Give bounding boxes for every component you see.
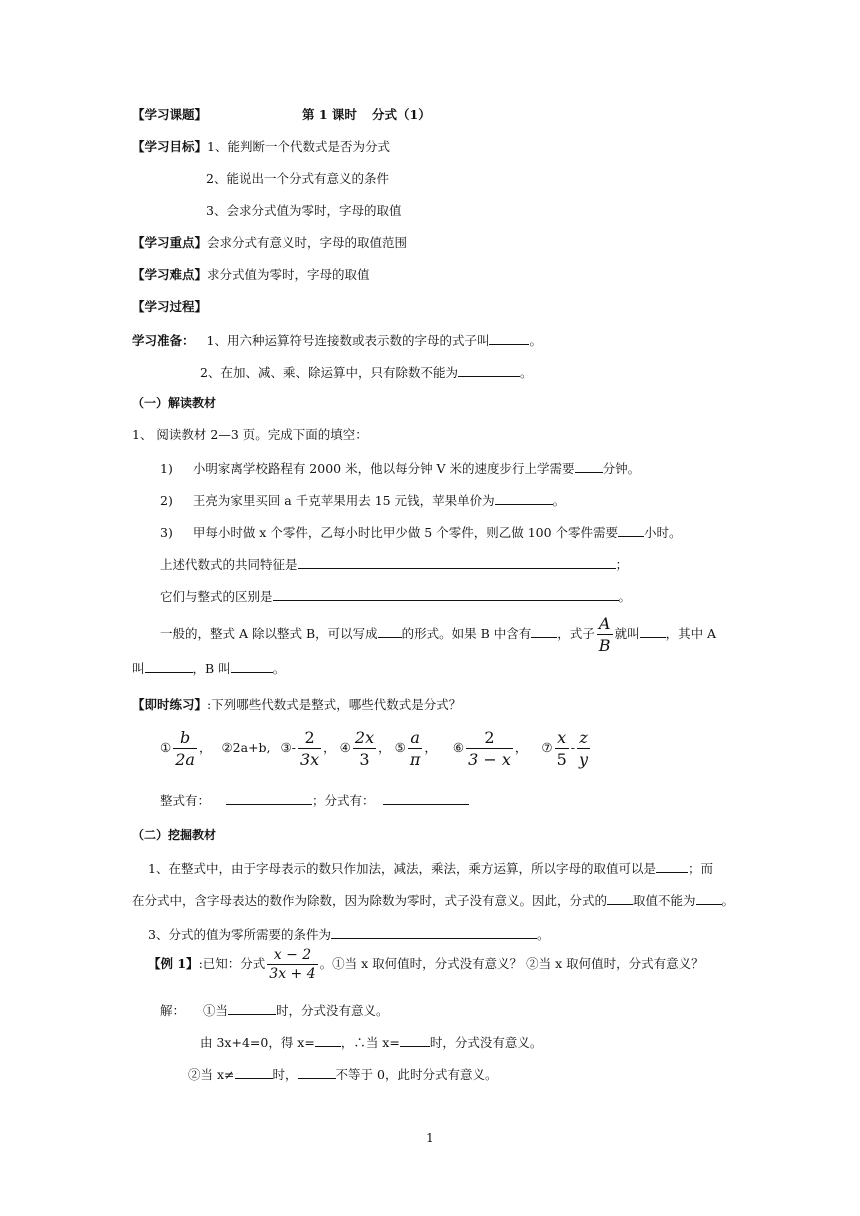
paragraph-text: 取值不能为 bbox=[633, 893, 696, 908]
goal-3: 3、会求分式值为零时，字母的取值 bbox=[206, 203, 402, 218]
numerator: x − 2 bbox=[267, 946, 317, 965]
numerator: x bbox=[555, 727, 569, 749]
denominator: π bbox=[409, 750, 421, 769]
blank bbox=[378, 624, 402, 638]
fraction-a-over-b bbox=[597, 613, 613, 656]
blank bbox=[145, 659, 193, 673]
paragraph-text: ；而 bbox=[687, 861, 713, 876]
page-number: 1 bbox=[426, 1131, 434, 1145]
section-2-p3 bbox=[148, 925, 549, 943]
blank bbox=[618, 523, 644, 537]
denominator: 3x + 4 bbox=[269, 966, 316, 982]
fraction-label: ；分式有： bbox=[312, 793, 375, 808]
blank bbox=[575, 459, 603, 473]
denominator: 3 − x bbox=[468, 750, 511, 769]
numerator: b bbox=[173, 727, 197, 749]
item-2 bbox=[160, 491, 565, 509]
denominator: 3x bbox=[299, 750, 320, 769]
key-text: 会求分式有意义时，字母的取值范围 bbox=[207, 235, 408, 250]
paragraph-text: 3、分式的值为零所需要的条件为 bbox=[148, 927, 331, 942]
expr-7a bbox=[555, 727, 569, 770]
separator: ， bbox=[514, 740, 528, 755]
expr-1 bbox=[173, 727, 197, 770]
blank bbox=[331, 925, 537, 939]
goal-2: 2、能说出一个分式有意义的条件 bbox=[206, 171, 389, 186]
marker: ⑥ bbox=[452, 740, 465, 755]
blank bbox=[656, 859, 688, 873]
item-number: 2) bbox=[160, 493, 173, 508]
operator: - bbox=[570, 740, 576, 755]
denominator: y bbox=[579, 750, 589, 769]
example-tag: 【例 1】 bbox=[148, 956, 199, 971]
separator: ， bbox=[378, 740, 391, 755]
numerator: 2 bbox=[466, 727, 513, 749]
solution-text: 由 3x+4=0，得 x= bbox=[200, 1035, 315, 1050]
definition-text: 叫 bbox=[132, 661, 145, 676]
common-feature-line bbox=[160, 555, 628, 573]
lesson-header bbox=[132, 107, 431, 123]
item-text-end: 分钟。 bbox=[602, 461, 641, 476]
goal-1: 1、能判断一个代数式是否为分式 bbox=[207, 139, 390, 154]
solution-line-3 bbox=[188, 1065, 497, 1083]
solution-text: 时，分式没有意义。 bbox=[429, 1035, 543, 1050]
marker: ① bbox=[160, 740, 172, 755]
separator: ， bbox=[424, 740, 437, 755]
section-2-p1-cont bbox=[132, 891, 734, 909]
goals-tag: 【学习目标】 bbox=[132, 139, 208, 154]
denominator: 5 bbox=[556, 750, 567, 769]
blank bbox=[231, 659, 273, 673]
solution-line-1 bbox=[160, 1001, 389, 1019]
separator: ， bbox=[198, 740, 212, 755]
common-feature-label: 上述代数式的共同特征是 bbox=[160, 557, 298, 572]
prep-line-2 bbox=[200, 363, 532, 381]
section-2-title: （二）挖掘教材 bbox=[132, 828, 217, 842]
section-1-title: （一）解读教材 bbox=[132, 396, 217, 410]
marker: ③- bbox=[280, 740, 296, 755]
example-fraction bbox=[267, 946, 317, 983]
blank bbox=[640, 624, 666, 638]
solution-line-2 bbox=[200, 1033, 542, 1051]
difference-line bbox=[160, 587, 631, 605]
key-point bbox=[132, 235, 407, 251]
classification-answer bbox=[160, 791, 469, 809]
difficulty-tag: 【学习难点】 bbox=[132, 267, 208, 282]
example-text: 。①当 x 取何值时，分式没有意义？ ②当 x 取何值时，分式有意义？ bbox=[319, 956, 704, 971]
definition-text: 就叫 bbox=[614, 626, 640, 641]
blank bbox=[383, 791, 469, 805]
item-3 bbox=[160, 523, 682, 541]
prep-q2: 2、在加、减、乘、除运算中，只有除数不能为 bbox=[200, 365, 458, 380]
definition-text: 一般的，整式 A 除以整式 B，可以写成 bbox=[160, 626, 378, 641]
paragraph-text: 在分式中，含字母表达的数作为除数，因为除数为零时，式子没有意义。因此，分式的 bbox=[132, 893, 608, 908]
blank bbox=[489, 331, 529, 345]
solution-label: 解： bbox=[160, 1003, 186, 1018]
blank bbox=[458, 363, 520, 377]
definition-text: ，B 叫 bbox=[192, 661, 231, 676]
expression-list bbox=[160, 727, 592, 770]
blank bbox=[298, 555, 616, 569]
solution-text: 时，分式没有意义。 bbox=[276, 1003, 389, 1018]
lesson-topic: 分式（1） bbox=[372, 107, 431, 122]
general-definition-2 bbox=[132, 659, 285, 677]
numerator: 2x bbox=[354, 728, 375, 747]
item-number: 3) bbox=[160, 525, 173, 540]
solution-text: 不等于 0，此时分式有意义。 bbox=[335, 1067, 498, 1082]
separator: ， bbox=[323, 740, 336, 755]
punct: ； bbox=[615, 557, 629, 572]
blank bbox=[226, 791, 312, 805]
solution-text: ，∴当 x= bbox=[340, 1035, 400, 1050]
topic-tag: 【学习课题】 bbox=[132, 107, 208, 122]
process-tag: 【学习过程】 bbox=[132, 299, 208, 314]
goal-line-1 bbox=[132, 139, 390, 155]
expr-6 bbox=[466, 727, 513, 770]
marker: ⑦ bbox=[541, 740, 553, 755]
section-1-intro: 1、 阅读教材 2—3 页。完成下面的填空： bbox=[132, 427, 368, 442]
denominator: 2a bbox=[175, 750, 195, 769]
expr-2: ②2a+b, bbox=[221, 740, 271, 755]
item-1 bbox=[160, 459, 640, 477]
lesson-number: 第 1 课时 bbox=[302, 107, 357, 122]
solution-text: 时， bbox=[272, 1067, 298, 1082]
definition-text: ，其中 A bbox=[665, 626, 717, 641]
marker: ④ bbox=[339, 740, 351, 755]
item-text-end: 。 bbox=[552, 493, 566, 508]
punct: 。 bbox=[721, 893, 735, 908]
numerator: 2 bbox=[298, 727, 321, 749]
solution-text: ①当 bbox=[203, 1003, 229, 1018]
blank bbox=[495, 491, 553, 505]
denominator: 3 bbox=[359, 750, 370, 769]
difference-label: 它们与整式的区别是 bbox=[160, 589, 273, 604]
prep-label: 学习准备： bbox=[132, 333, 195, 348]
blank bbox=[298, 1065, 336, 1079]
section-2-p1 bbox=[148, 859, 713, 877]
example-text: :已知：分式 bbox=[198, 956, 266, 971]
punct: 。 bbox=[618, 589, 632, 604]
numerator: a bbox=[408, 727, 423, 749]
punct: 。 bbox=[519, 365, 533, 380]
blank bbox=[315, 1033, 341, 1047]
integral-label: 整式有： bbox=[160, 793, 211, 808]
fraction-numerator: A bbox=[597, 613, 613, 635]
blank bbox=[228, 1001, 276, 1015]
expr-4 bbox=[353, 727, 376, 770]
expr-3 bbox=[298, 727, 321, 770]
practice-text: :下列哪些代数式是整式，哪些代数式是分式？ bbox=[207, 697, 462, 712]
item-text: 甲每小时做 x 个零件，乙每小时比甲少做 5 个零件，则乙做 100 个零件需要 bbox=[192, 525, 619, 540]
definition-text: ，式子 bbox=[557, 626, 595, 641]
expr-7b bbox=[577, 727, 590, 770]
expr-5 bbox=[408, 727, 423, 770]
punct: 。 bbox=[536, 927, 550, 942]
blank bbox=[696, 891, 722, 905]
item-number: 1) bbox=[160, 461, 173, 476]
blank bbox=[273, 587, 619, 601]
prep-q1: 1、用六种运算符号连接数或表示数的字母的式子叫 bbox=[206, 333, 490, 348]
blank bbox=[400, 1033, 430, 1047]
numerator: z bbox=[577, 727, 590, 749]
key-tag: 【学习重点】 bbox=[132, 235, 208, 250]
blank bbox=[607, 891, 633, 905]
practice-tag: 【即时练习】 bbox=[132, 697, 208, 712]
prep-line-1 bbox=[132, 331, 542, 349]
marker: ⑤ bbox=[394, 740, 406, 755]
example-1 bbox=[148, 945, 704, 983]
practice-line bbox=[132, 697, 461, 713]
paragraph-text: 1、在整式中，由于字母表示的数只作加法，减法，乘法，乘方运算，所以字母的取值可以是 bbox=[148, 861, 656, 876]
blank bbox=[235, 1065, 273, 1079]
punct: 。 bbox=[529, 333, 542, 348]
fraction-denominator: B bbox=[598, 636, 611, 655]
item-text-end: 小时。 bbox=[644, 525, 682, 540]
difficulty-text: 求分式值为零时，字母的取值 bbox=[207, 267, 370, 282]
punct: 。 bbox=[272, 661, 286, 676]
difficulty-point bbox=[132, 267, 370, 283]
solution-text: ②当 x≠ bbox=[188, 1067, 235, 1082]
blank bbox=[531, 624, 557, 638]
item-text: 小明家离学校路程有 2000 米，他以每分钟 V 米的速度步行上学需要 bbox=[192, 461, 575, 476]
item-text: 王亮为家里买回 a 千克苹果用去 15 元钱，苹果单价为 bbox=[192, 493, 495, 508]
definition-text: 的形式。如果 B 中含有 bbox=[401, 626, 532, 641]
general-definition bbox=[160, 613, 716, 656]
